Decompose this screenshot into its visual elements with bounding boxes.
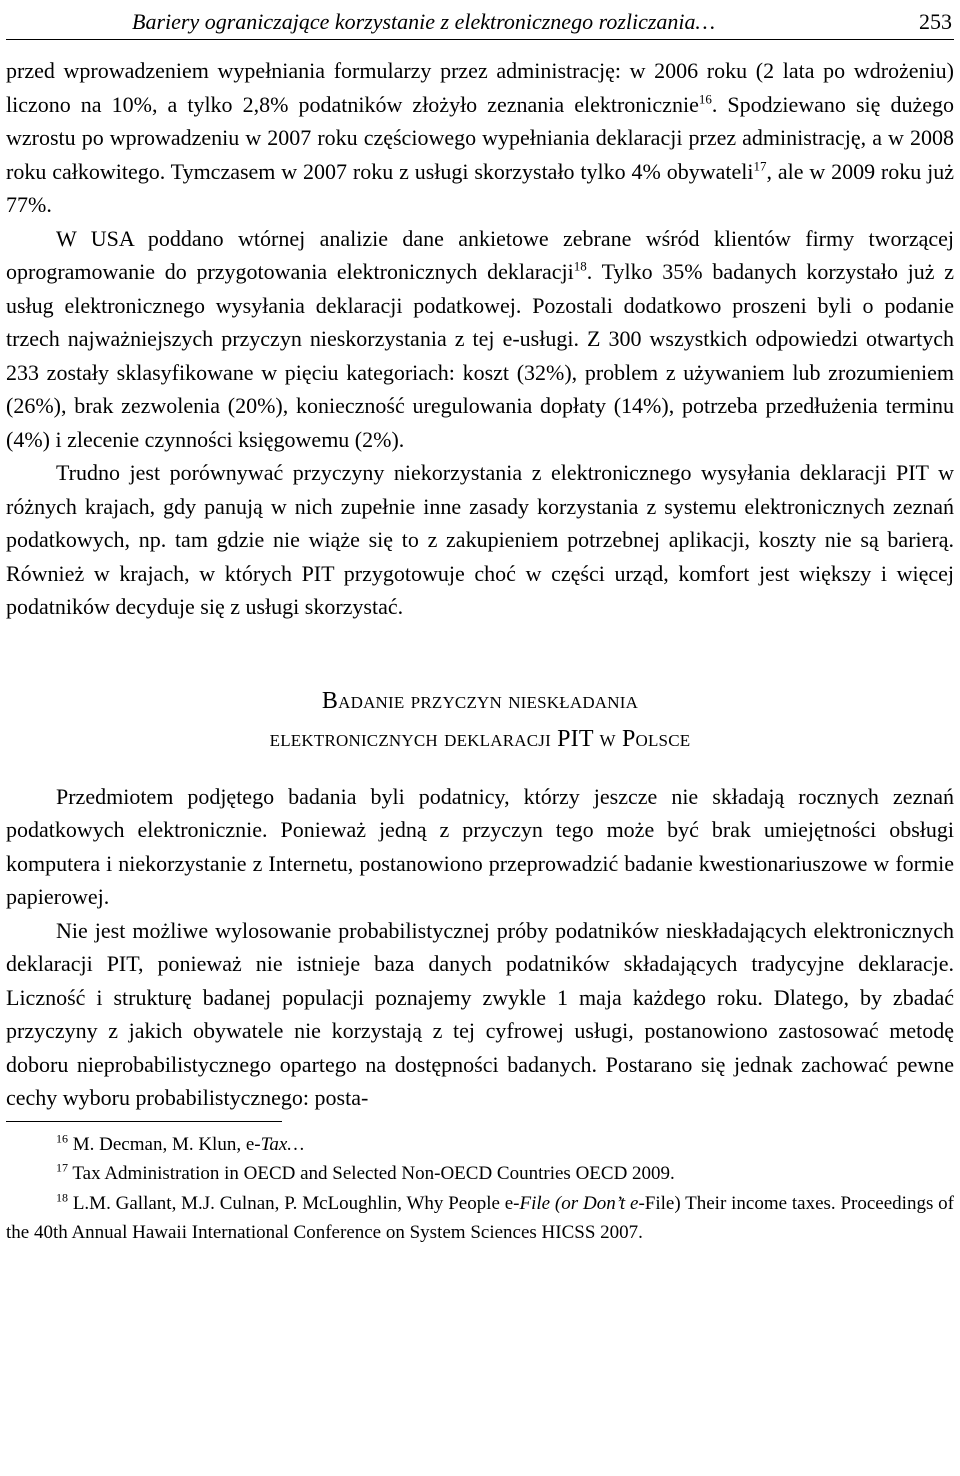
paragraph-1-part-b: . Spodziewano się dużego wzrostu po wprowadzeniu w 2007 roku częściowego wypełniania deklaracji przez administrację, a w 2008 roku całkowitego. Tymczasem w 2007 roku z usługi skorzystało tylko 4% obywateli [6,91,955,184]
footnote-16-text-b: Tax… [260,1133,305,1155]
footnote-17 [6,1159,954,1189]
paragraph-1-part-a: przed wprowadzeniem wypełniania formularzy przez administrację: w 2006 roku (2 lata po wdrożeniu) liczono na 10%, a tylko 2,8% podatników złożyło zeznania elektronicznie [6,58,954,117]
footnote-ref-18: 18 [573,258,587,274]
running-header [6,0,954,40]
footnote-18-text-b: File (or Don’t e- [519,1192,645,1214]
footnotes [6,1130,954,1248]
footnote-18-text-a: L.M. Gallant, M.J. Culnan, P. McLoughlin, Why People e- [68,1192,520,1214]
paragraph-2 [6,222,954,457]
paragraph-2-part-a: W USA poddano wtórnej analizie dane ankietowe zebrane wśród klientów firmy tworzącej oprogramowanie do przygotowania elektronicznych deklaracji [6,225,954,284]
paragraph-1 [6,54,954,222]
footnote-ref-17: 17 [753,158,767,174]
footnote-18-number: 18 [56,1190,68,1205]
running-title: Bariery ograniczające korzystanie z elektronicznego rozliczania… [132,9,716,34]
paragraph-4: Przedmiotem podjętego badania byli podatnicy, którzy jeszcze nie składają rocznych zeznań podatkowych elektronicznie. Ponieważ jedną z przyczyn tego może być brak umiejętności obsługi komputera i niekorzystanie z Internetu, postanowiono przeprowadzić badanie kwestionariuszowe w formie papierowej. [6,783,954,909]
footnote-17-number: 17 [56,1160,68,1175]
footnote-18 [6,1189,954,1248]
footnote-16-number: 16 [56,1131,68,1146]
footnote-16 [6,1130,954,1160]
document-page [6,0,954,1248]
section-heading-line-1: Badanie przyczyn nieskładania [321,687,639,714]
page-number: 253 [919,9,952,34]
paragraph-3: Trudno jest porównywać przyczyny niekorzystania z elektronicznego wysyłania deklaracji PIT w różnych krajach, gdy panują w nich zupełnie inne zasady korzystania z systemu elektronicznych zeznań podatkowych, np. tam gdzie nie wiąże się to z zakupieniem potrzebnej aplikacji, koszty nie są barierą. Również w krajach, w których PIT przygotowuje choć w części urząd, komfort jest większy i więcej podatników decyduje się z usługi skorzystać. [6,460,954,619]
paragraph-2-part-b: . Tylko 35% badanych korzystało już z usług elektronicznego wysyłania deklaracji podatkowej. Pozostali dodatkowo proszeni byli o podanie trzech najważniejszych przyczyn nieskorzystania z tej e-usługi. Z 300 wszystkich odpowiedzi otwartych 233 zostały sklasyfikowane w pięciu kategoriach: koszt (32%), problem z używaniem lub zrozumieniem (26%), brak zezwolenia (20%), konieczność uregulowania dopłaty (14%), potrzeba przedłużenia terminu (4%) i zlecenie czynności księgowemu (2%). [6,259,954,452]
paragraph-1-part-c: , ale w 2009 roku już 77%. [6,158,954,217]
body-text [6,54,954,1115]
section-heading-line-2: elektronicznych deklaracji PIT w Polsce [269,725,691,752]
footnote-separator [6,1121,282,1122]
section-heading [6,682,954,758]
footnote-16-text-a: M. Decman, M. Klun, e- [68,1133,261,1155]
footnote-ref-16: 16 [698,91,712,107]
paragraph-5: Nie jest możliwe wylosowanie probabilistycznej próby podatników nieskładających elektronicznych deklaracji PIT, ponieważ nie istnieje baza danych podatników składających tradycyjne deklaracje. Liczność i strukturę badanej populacji poznajemy zwykle 1 maja każdego roku. Dlatego, by zbadać przyczyny z jakich obywatele nie korzystają z tej cyfrowej usługi, postanowiono zastosować metodę doboru nieprobabilistycznego opartego na dostępności badanych. Postarano się jednak zachować pewne cechy wyboru probabilistycznego: posta- [6,917,954,1110]
footnote-18-text-c: File) Their income taxes. Proceedings of the 40th Annual Hawaii International Conference on System Sciences HICSS 2007. [6,1192,954,1243]
footnote-17-text: Tax Administration in OECD and Selected Non-OECD Countries OECD 2009. [68,1163,675,1184]
